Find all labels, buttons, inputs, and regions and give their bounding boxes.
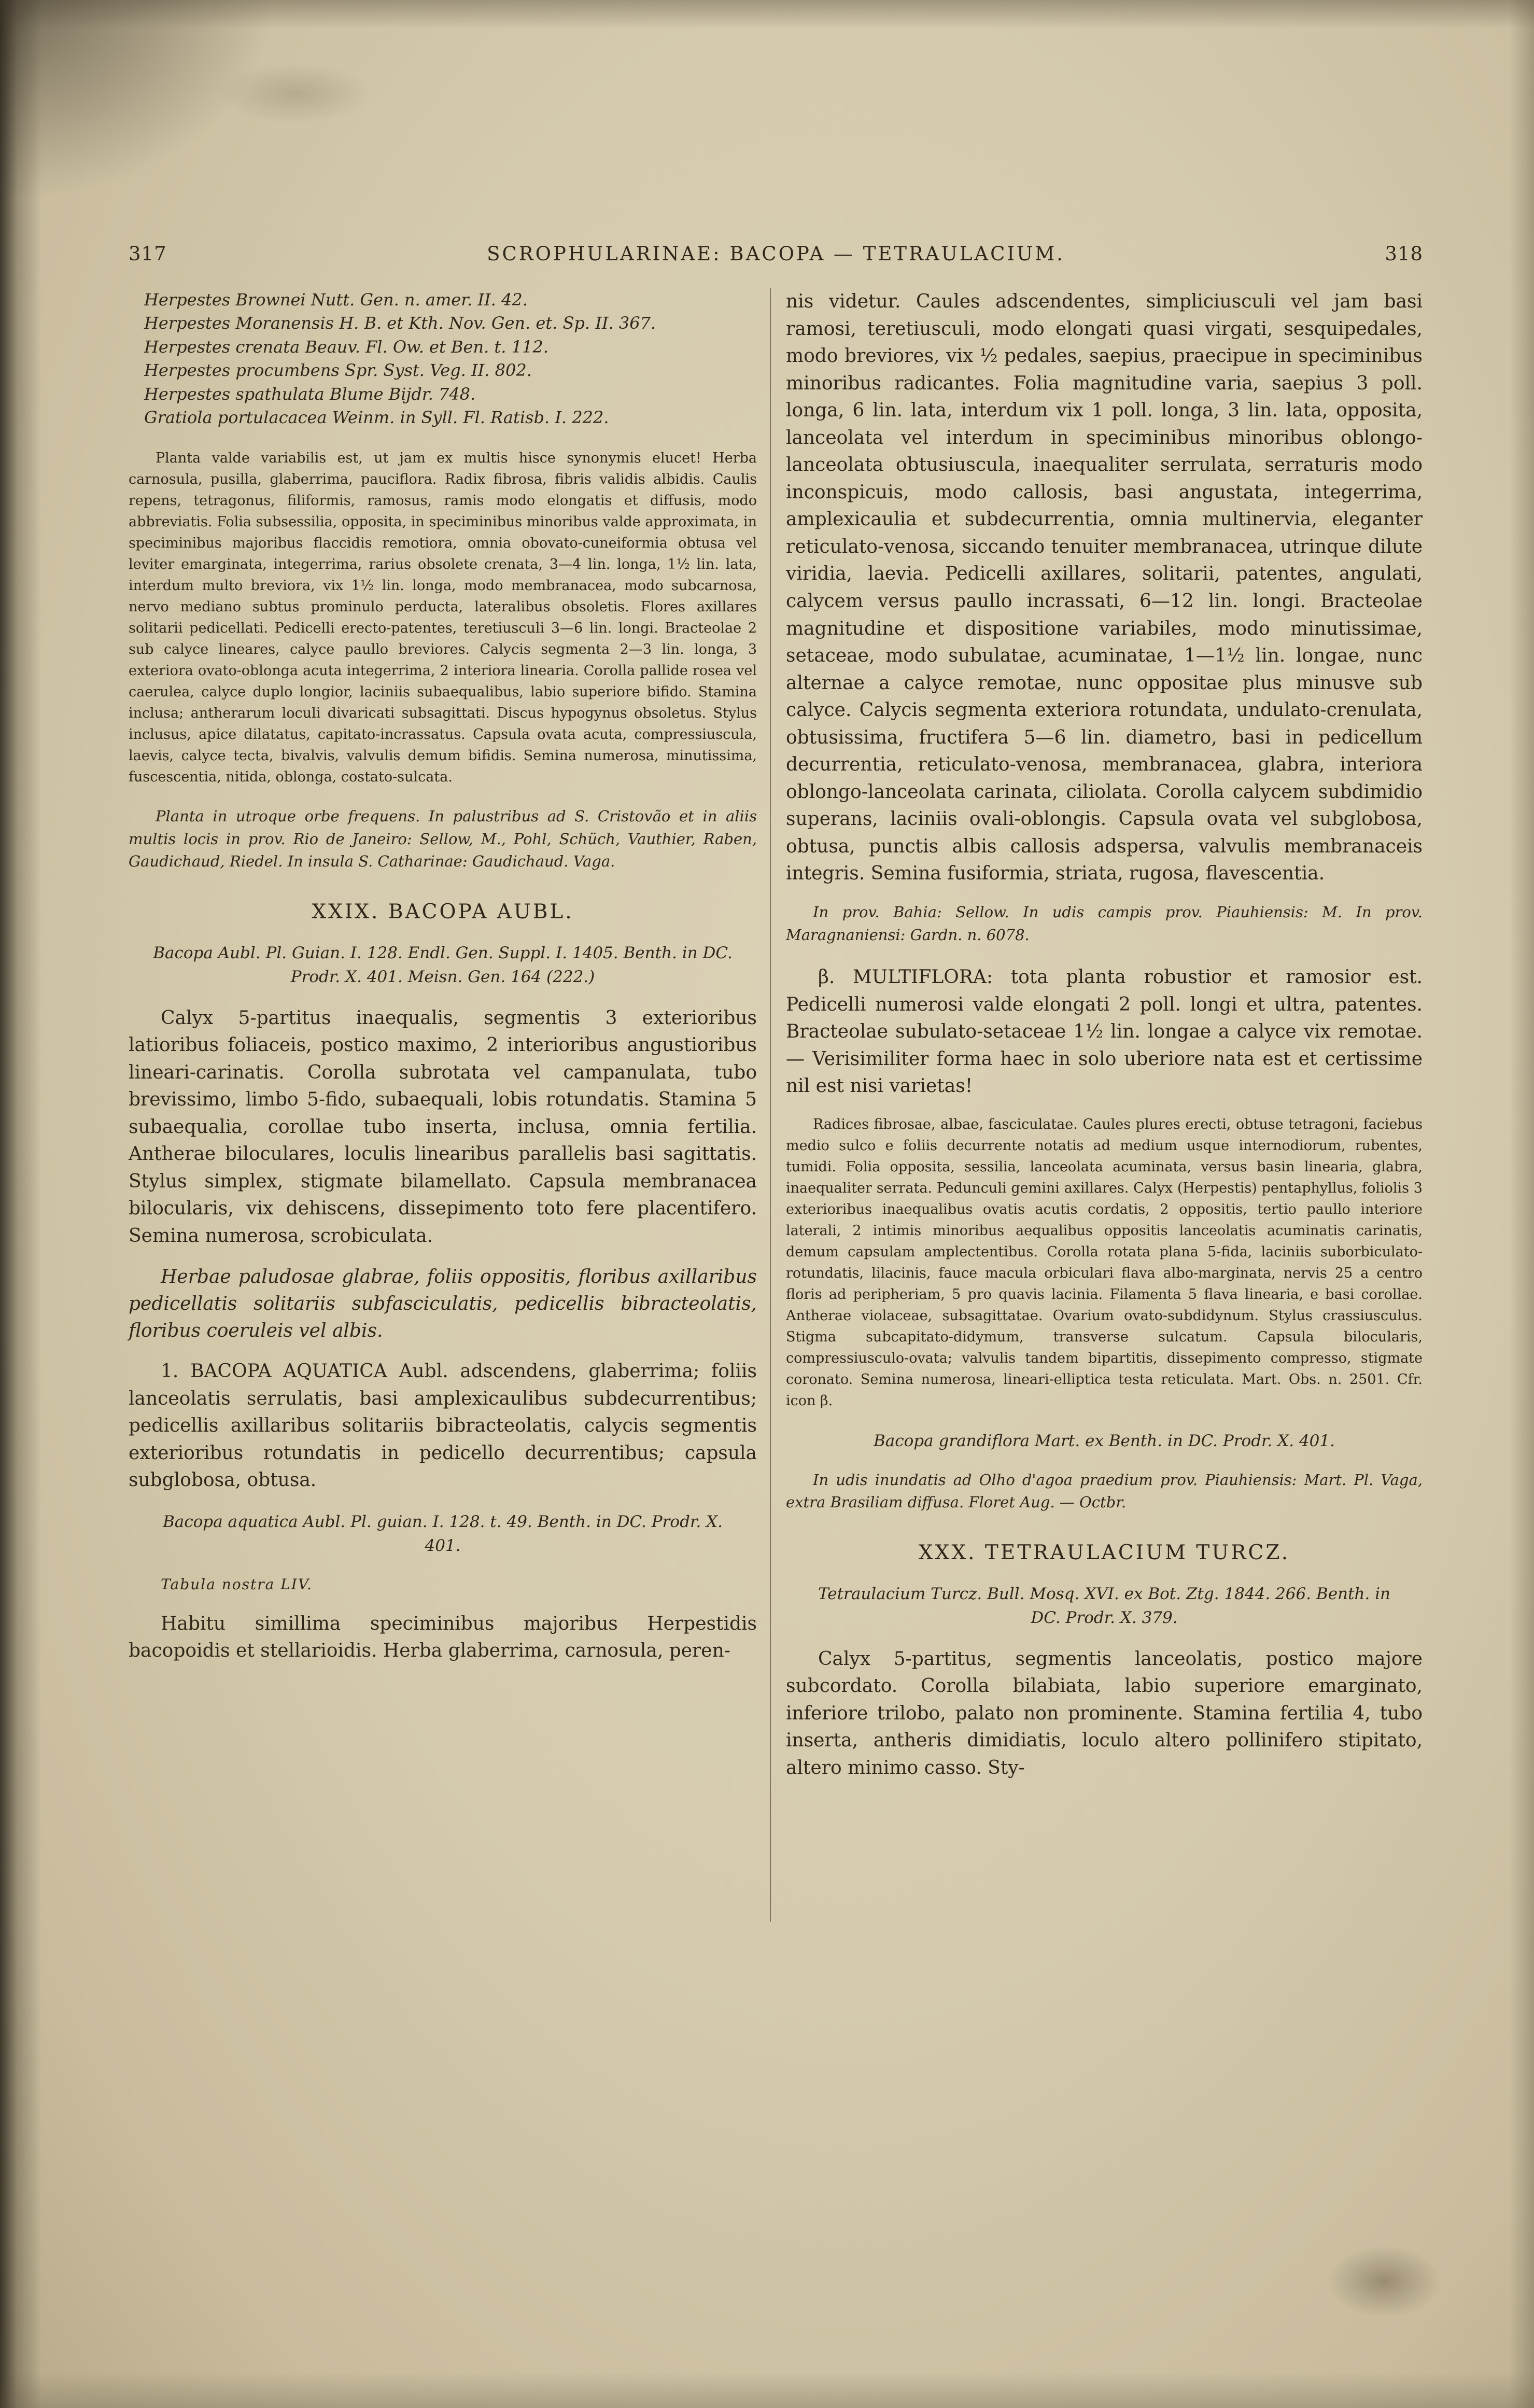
page-edge-shadow-left [0,0,41,2408]
variety-beta-paragraph: β. MULTIFLORA: tota planta robustior et ramosior est. Pedicelli numerosi valde elongati 2 poll. longi et ultra, patentes. Bracteolae subulato-setaceae 1½ lin. longae a calyce vix remotae. — Verisimiliter forma haec in solo uberiore nata est et certissime nil est nisi varietas! [786,967,1423,1097]
page-edge-shadow-top [0,0,1534,29]
grandiflora-citation: Bacopa grandiflora Mart. ex Benth. in DC. Prodr. X. 401. [874,1432,1335,1451]
synonym-line: Herpestes Moranensis H. B. et Kth. Nov. Gen. et. Sp. II. 367. [144,313,656,333]
genus-citation: Tetraulacium Turcz. Bull. Mosq. XVI. ex Bot. Ztg. 1844. 266. Benth. in DC. Prodr. X. 379. [818,1584,1391,1628]
genus-citation: Bacopa Aubl. Pl. Guian. I. 128. Endl. Gen. Suppl. I. 1405. Benth. in DC. Prodr. X. 401. Meisn. Gen. 164 (222.) [153,943,733,987]
running-title: SCROPHULARINAE: BACOPA — TETRAULACIUM. [487,243,1065,265]
observation-smallprint: Radices fibrosae, albae, fasciculatae. Caules plures erecti, obtuse tetragoni, faciebus medio sulco e foliis decurrente notatis ad medium usque internodiorum, rubentes, tumidi. Folia opposita, sessilia, lanceolata acuminata, versus basin linearia, glabra, inaequaliter serrata. Pedunculi gemini axillares. Calyx (Herpestis) pentaphyllus, foliolis 3 exterioribus inaequalibus ovatis acutis cordatis, 2 oppositis, tertio paullo interiore laterali, 2 intimis minoribus aequalibus oppositis lanceolatis acuminatis carinatis, demum capsulam amplectentibus. Corolla rotata plana 5-fida, laciniis suborbiculato-rotundatis, lilacinis, fauce macula orbiculari flava albo-marginata, nervis 25 a centro floris ad peripheriam, 5 pro quavis lacinia. Filamenta 5 flava linearia, e basi corollae. Antherae violaceae, subsagittatae. Ovarium ovato-subdidynum. Stylus crassiusculus. Stigma subcapitato-didymum, transverse sulcatum. Capsula bilocularis, compressiusculo-ovata; valvulis tandem bipartitis, dissepimento compresso, stigmate coronato. Semina numerosa, lineari-elliptica testa reticulata. Mart. Obs. n. 2501. Cfr. icon β. [786,1116,1423,1409]
synonym-list [129,288,757,430]
species-diagnosis: 1. BACOPA AQUATICA Aubl. adscendens, glaberrima; foliis lanceolatis serrulatis, basi amplexicaulibus subdecurrentibus; pedicellis axillaribus solitariis bibracteolatis, calycis segmentis exterioribus rotundatis in pedicello decurrentibus; capsula subglobosa, obtusa. [129,1361,757,1491]
description-continuation: nis videtur. Caules adscendentes, simpliciusculi vel jam basi ramosi, teretiusculi, modo elongati quasi virgati, sesquipedales, modo breviores, vix ½ pedales, saepius, praecipue in speciminibus minoribus radicantes. Folia magnitudine varia, saepius 3 poll. longa, 6 lin. lata, interdum vix 1 poll. longa, 3 lin. lata, opposita, lanceolata vel interdum in speciminibus minoribus oblongo-lanceolata obtusiuscula, inaequaliter serrulata, serraturis modo inconspicuis, modo callosis, basi angustata, integerrima, amplexicaulia et subdecurrentia, omnia multinervia, eleganter reticulato-venosa, siccando tenuiter membranacea, utrinque dilute viridia, laevia. Pedicelli axillares, solitarii, patentes, angulati, calycem versus paullo incrassati, 6—12 lin. longi. Bracteolae magnitudine et dispositione variabiles, modo minutissimae, setaceae, modo subulatae, acuminatae, 1—1½ lin. longae, nunc alternae a calyce remotae, nunc oppositae plus minusve sub calyce. Calycis segmenta exteriora rotundata, undulato-crenulata, obtusissima, fructifera 5—6 lin. diametro, basi in pedicellum decurrentia, reticulato-venosa, membranacea, glabra, interiora oblongo-lanceolata carinata, ciliolata. Corolla calycem subdimidio superans, laciniis ovali-oblongis. Capsula ovata vel subglobosa, obtusa, punctis albis callosis adspersa, valvulis membranaceis integris. Semina fusiformia, striata, rugosa, flavescentia. [786,291,1423,885]
page-edge-shadow-right [1509,0,1534,2408]
habit-note: Herbae paludosae glabrae, foliis oppositis, floribus axillaribus pedicellatis solitariis subfasciculatis, pedicellis bibracteolatis, floribus coeruleis vel albis. [129,1266,757,1341]
paper-stain [218,62,373,124]
genus-description: Calyx 5-partitus, segmentis lanceolatis, postico majore subcordato. Corolla bilabiata, labio superiore emarginato, inferiore trilobo, palato non prominente. Stamina fertilia 4, tubo inserta, antheris dimidiatis, loculo altero pollinifero stipitato, altero minimo casso. Sty- [786,1648,1423,1779]
distribution-note: In prov. Bahia: Sellow. In udis campis prov. Piauhiensis: M. In prov. Maragnaniensi: Gardn. n. 6078. [786,903,1423,944]
synonym-line: Herpestes spathulata Blume Bijdr. 748. [144,384,476,404]
species-citation: Bacopa aquatica Aubl. Pl. guian. I. 128. t. 49. Benth. in DC. Prodr. X. 401. [162,1512,723,1556]
species-description-smallprint: Planta valde variabilis est, ut jam ex multis hisce synonymis elucet! Herba carnosula, pusilla, glaberrima, pauciflora. Radix fibrosa, fibris validis albidis. Caulis repens, tetragonus, filiformis, ramosus, ramis modo elongatis et diffusis, modo abbreviatis. Folia subsessilia, opposita, in speciminibus minoribus valde approximata, in speciminibus majoribus flaccidis remotiora, omnia obovato-cuneiformia obtusa vel leviter emarginata, integerrima, rarius obsolete crenata, 3—4 lin. longa, 1½ lin. lata, interdum multo breviora, vix 1½ lin. longa, modo membranacea, modo subcarnosa, nervo mediano subtus prominulo perducta, lateralibus obsoletis. Flores axillares solitarii pedicellati. Pedicelli erecto-patentes, teretiusculi 3—6 lin. longi. Bracteolae 2 sub calyce lineares, calyce paullo breviores. Calycis segmenta 2—3 lin. longa, 3 exteriora ovato-oblonga acuta integerrima, 2 interiora linearia. Corolla pallide rosea vel caerulea, calyce duplo longior, laciniis subaequalibus, labio superiore bifido. Stamina inclusa; antherarum loculi divaricati subsagittati. Discus hypogynus obsoletus. Stylus inclusus, apice dilatatus, capitato-incrassatus. Capsula ovata acuta, compressiuscula, laevis, calyce tecta, bivalvis, valvulis demum bifidis. Semina numerosa, minutissima, fuscescentia, nitida, oblonga, costato-sulcata. [129,450,757,786]
page-edge-shadow-bottom [0,2372,1534,2408]
synonym-line: Herpestes procumbens Spr. Syst. Veg. II. 802. [144,360,532,381]
page-number-left: 317 [129,243,167,265]
synonym-line: Gratiola portulacacea Weinm. in Syll. Fl. Ratisb. I. 222. [144,408,609,428]
genus-description: Calyx 5-partitus inaequalis, segmentis 3 exterioribus latioribus foliaceis, postico maximo, 2 interioribus angustioribus lineari-carinatis. Corolla subrotata vel campanulata, tubo brevissimo, limbo 5-fido, subaequali, lobis rotundatis. Stamina 5 subaequalia, corollae tubo inserta, inclusa, omnia fertilia. Antherae biloculares, loculis linearibus parallelis basi sagittatis. Stylus simplex, stigmate bilamellato. Capsula membranacea bilocularis, vix dehiscens, dissepimento toto fere placentifero. Semina numerosa, scrobiculata. [129,1007,757,1247]
running-header [129,243,1423,274]
plate-reference: Tabula nostra LIV. [161,1575,313,1593]
right-column [786,288,1423,1795]
paper-stain [1327,2245,1441,2318]
synonym-line: Herpestes crenata Beauv. Fl. Ow. et Ben. t. 112. [144,337,548,357]
synonym-line: Herpestes Brownei Nutt. Gen. n. amer. II. 42. [144,290,528,310]
genus-heading-tetraulacium: XXX. TETRAULACIUM TURCZ. [918,1541,1290,1564]
column-divider [770,288,771,1922]
genus-heading-bacopa: XXIX. BACOPA AUBL. [312,900,574,923]
habit-comparison: Habitu simillima speciminibus majoribus Herpestidis bacopoidis et stellarioidis. Herba glaberrima, carnosula, peren- [129,1613,757,1662]
left-column [129,288,757,1678]
distribution-note: Planta in utroque orbe frequens. In palustribus ad S. Cristovão et in aliis multis locis in prov. Rio de Janeiro: Sellow, M., Pohl, Schüch, Vauthier, Raben, Gaudichaud, Riedel. In insula S. Catharinae: Gaudichaud. Vaga. [129,807,757,871]
page-number-right: 318 [1385,243,1423,265]
locality-note: In udis inundatis ad Olho d'agoa praedium prov. Piauhiensis: Mart. Pl. Vaga, extra Brasiliam diffusa. Floret Aug. — Octbr. [786,1471,1423,1511]
